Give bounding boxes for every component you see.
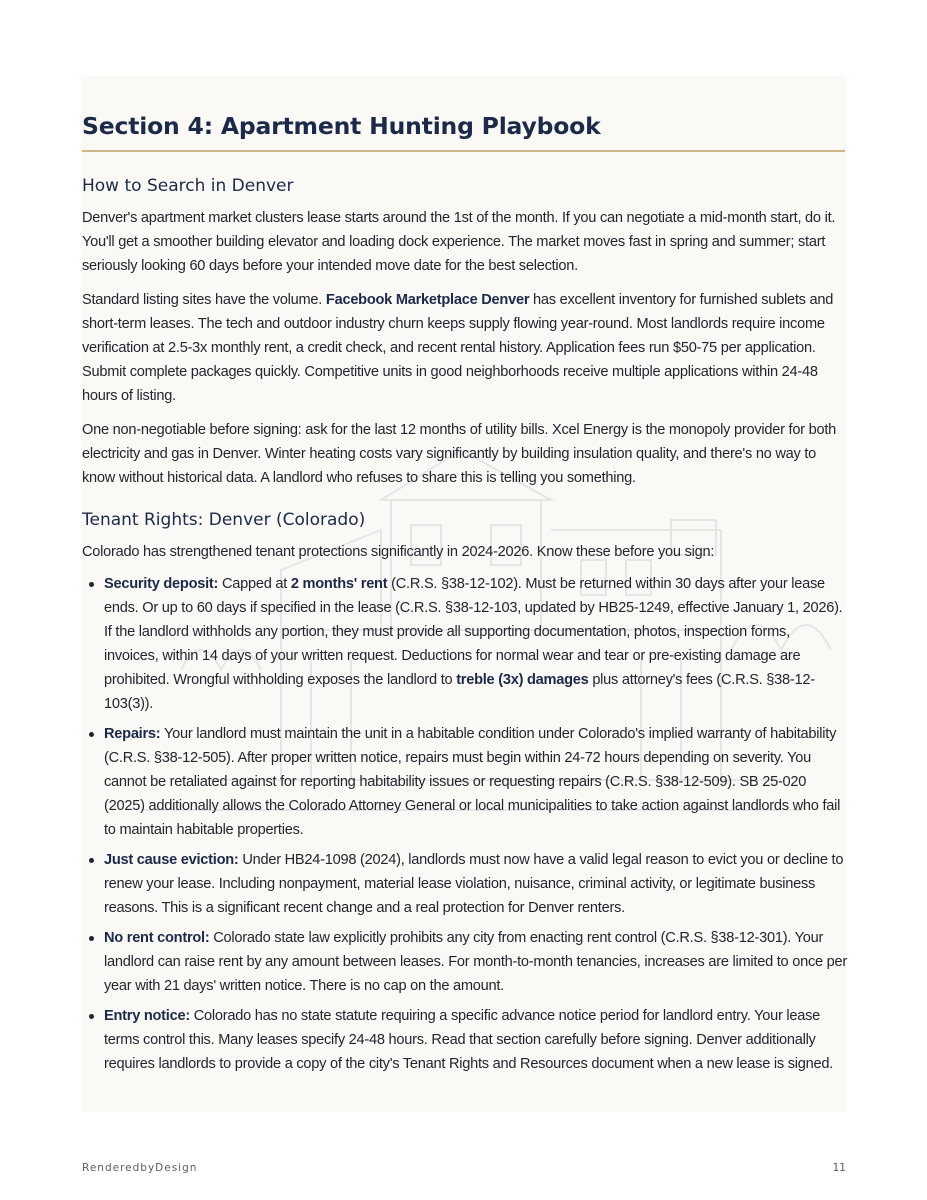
list-item-repairs: [104, 722, 847, 842]
page-content: [82, 108, 847, 1082]
item-text: Capped at: [218, 576, 291, 592]
facebook-marketplace-emphasis: Facebook Marketplace Denver: [325, 292, 530, 308]
paragraph-text: has excellent inventory for furnished sublets and short-term leases. The tech and outdoor industry churn keeps supply flowing year-round. Most landlords require income verification at 2.5-3x monthly rent, a credit check, and recent rental history. Application fees run $50-75 per application. Submit complete packages quickly. Competitive units in good neighborhoods receive multiple applications within 24-48 hours of listing.: [82, 292, 834, 404]
item-emphasis: treble (3x) damages: [456, 672, 589, 688]
list-item-no-rent-control: [104, 926, 847, 998]
item-text: Colorado state law explicitly prohibits any city from enacting rent control (C.R.S. §38-12-301). Your landlord can raise rent by any amount between leases. For month-to-month tenancies, increases are limited to once per year with 21 days' written notice. There is no cap on the amount.: [104, 930, 848, 994]
search-heading: How to Search in Denver: [82, 176, 294, 196]
item-label: No rent control:: [104, 930, 210, 946]
tenant-rights-heading: Tenant Rights: Denver (Colorado): [82, 510, 366, 530]
item-text: Colorado has no state statute requiring a specific advance notice period for landlord entry. Your lease terms control this. Many leases specify 24-48 hours. Read that section carefully before signing. Denver additionally requires landlords to provide a copy of the city's Tenant Rights and Resources document when a new lease is signed.: [104, 1008, 834, 1072]
search-paragraph-1: Denver's apartment market clusters lease starts around the 1st of the month. If you can negotiate a mid-month start, do it. You'll get a smoother building elevator and loading dock experience. The market moves fast in spring and summer; start seriously looking 60 days before your intended move date for the best selection.: [82, 210, 836, 274]
tenant-rights-list: [82, 572, 847, 1076]
list-item-security-deposit: [104, 572, 847, 716]
search-paragraph-2: [82, 288, 847, 408]
page-number: 11: [832, 1162, 846, 1174]
item-emphasis: 2 months' rent: [290, 576, 388, 592]
item-label: Entry notice:: [104, 1008, 190, 1024]
footer-brand: RenderedbyDesign: [82, 1162, 198, 1174]
title-divider: [82, 150, 845, 152]
section-title: Section 4: Apartment Hunting Playbook: [82, 112, 601, 140]
item-text: plus attorney's fees (C.R.S. §38-12-103(3)).: [104, 672, 815, 712]
item-text: Your landlord must maintain the unit in a habitable condition under Colorado's implied warranty of habitability (C.R.S. §38-12-505). After proper written notice, repairs must begin within 24-72 hours depending on severity. You cannot be retaliated against for reporting habitability issues or requesting repairs (C.R.S. §38-12-509). SB 25-020 (2025) additionally allows the Colorado Attorney General or local municipalities to take action against landlords who fail to maintain habitable properties.: [104, 726, 841, 838]
item-text: (C.R.S. §38-12-102). Must be returned within 30 days after your lease ends. Or up to 60 days if specified in the lease (C.R.S. §38-12-103, updated by HB25-1249, effective January 1, 2026). If the landlord withholds any portion, they must provide all supporting documentation, photos, inspection forms, invoices, within 14 days of your written request. Deductions for normal wear and tear or pre-existing damage are prohibited. Wrongful withholding exposes the landlord to: [104, 576, 843, 688]
search-paragraph-3: One non-negotiable before signing: ask for the last 12 months of utility bills. Xcel Energy is the monopoly provider for both electricity and gas in Denver. Winter heating costs vary significantly by building insulation quality, and there's no way to know without historical data. A landlord who refuses to share this is telling you something.: [82, 422, 837, 486]
tenant-rights-intro: Colorado has strengthened tenant protections significantly in 2024-2026. Know these before you sign:: [82, 544, 715, 560]
paragraph-text: Standard listing sites have the volume.: [82, 292, 326, 308]
item-text: Under HB24-1098 (2024), landlords must now have a valid legal reason to evict you or decline to renew your lease. Including nonpayment, material lease violation, nuisance, criminal activity, or legitimate business reasons. This is a significant recent change and a real protection for Denver renters.: [104, 852, 844, 916]
item-label: Just cause eviction:: [104, 852, 239, 868]
item-label: Repairs:: [104, 726, 161, 742]
item-label: Security deposit:: [104, 576, 219, 592]
list-item-just-cause-eviction: [104, 848, 847, 920]
list-item-entry-notice: [104, 1004, 847, 1076]
